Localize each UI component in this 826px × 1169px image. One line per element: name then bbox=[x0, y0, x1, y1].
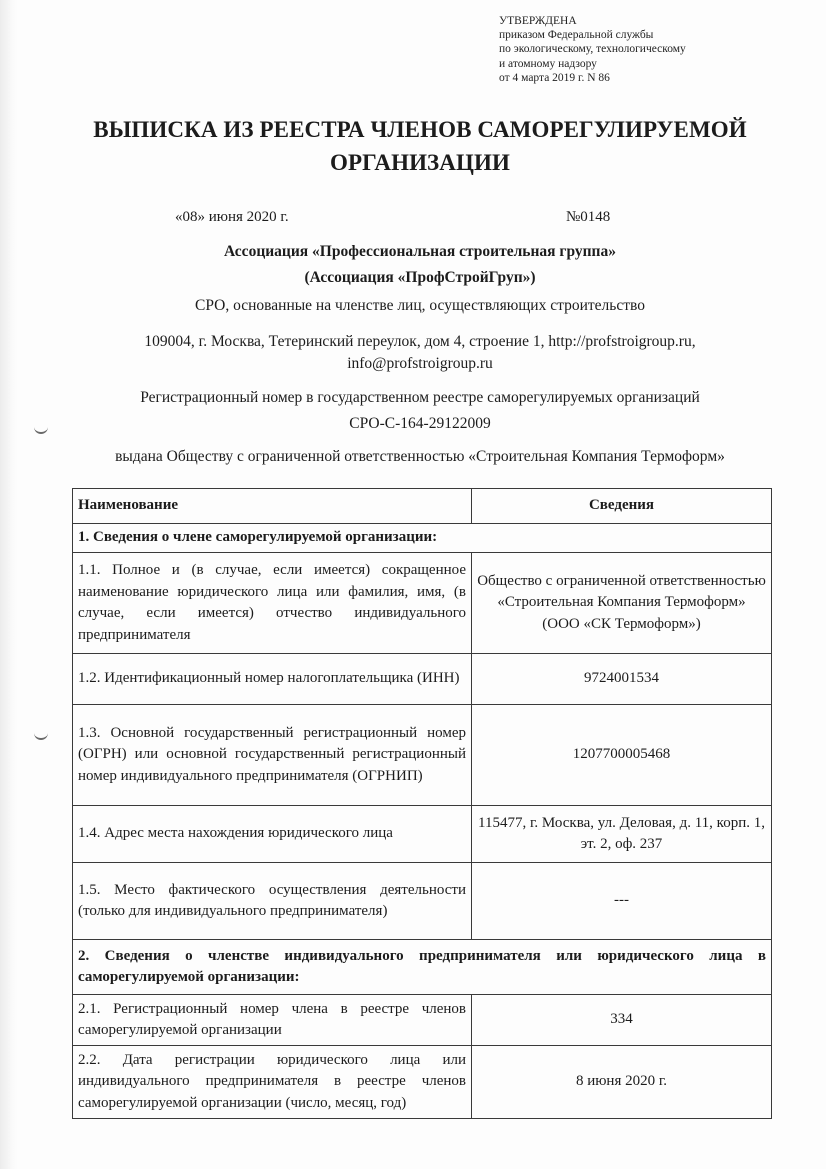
row-label: 1.5. Место фактического осуществления деятельности (только для индивидуального предпринимателя) bbox=[73, 863, 472, 940]
approval-stamp bbox=[499, 14, 686, 85]
registry-table bbox=[72, 488, 772, 1119]
table-row bbox=[73, 806, 772, 863]
row-label: 2.2. Дата регистрации юридического лица или индивидуального предпринимателя в реестре членов саморегулируемой организации (число, месяц, год) bbox=[73, 1046, 472, 1119]
title-line: ВЫПИСКА ИЗ РЕЕСТРА ЧЛЕНОВ САМОРЕГУЛИРУЕМОЙ bbox=[93, 117, 747, 142]
approval-line: приказом Федеральной службы bbox=[499, 29, 654, 42]
row-label: 1.4. Адрес места нахождения юридического лица bbox=[73, 806, 472, 863]
section-row bbox=[73, 524, 772, 553]
approval-line: по экологическому, технологическому bbox=[499, 43, 686, 56]
table-header-row bbox=[73, 489, 772, 524]
table-row bbox=[73, 995, 772, 1046]
section-row bbox=[73, 940, 772, 995]
registry-label: Регистрационный номер в государственном реестре саморегулируемых организаций bbox=[140, 389, 700, 406]
document-number: №0148 bbox=[566, 209, 611, 225]
organization-email: info@profstroigroup.ru bbox=[347, 355, 493, 372]
document-date: «08» июня 2020 г. bbox=[175, 209, 289, 225]
row-value: 9724001534 bbox=[472, 654, 772, 705]
row-label: 1.3. Основной государственный регистрационный номер (ОГРН) или основной государственный регистрационный номер индивидуального предпринимателя (ОГРНИП) bbox=[73, 705, 472, 806]
row-value: 115477, г. Москва, ул. Деловая, д. 11, корп. 1, эт. 2, оф. 237 bbox=[472, 806, 772, 863]
approval-line: от 4 марта 2019 г. N 86 bbox=[499, 71, 610, 84]
column-header-info: Сведения bbox=[472, 489, 772, 524]
table-row bbox=[73, 863, 772, 940]
registry-number: СРО-С-164-29122009 bbox=[349, 415, 491, 432]
scanned-page-edge bbox=[0, 0, 18, 1169]
table-row bbox=[73, 553, 772, 654]
issued-to: выдана Обществу с ограниченной ответственностью «Строительная Компания Термоформ» bbox=[115, 448, 725, 465]
row-label: 2.1. Регистрационный номер члена в реестре членов саморегулируемой организации bbox=[73, 995, 472, 1046]
row-value: 1207700005468 bbox=[472, 705, 772, 806]
section-title: 2. Сведения о членстве индивидуального предпринимателя или юридического лица в саморегулируемой организации: bbox=[73, 940, 772, 995]
table-row bbox=[73, 1046, 772, 1119]
row-value: 8 июня 2020 г. bbox=[472, 1046, 772, 1119]
organization-type: СРО, основанные на членстве лиц, осуществляющих строительство bbox=[195, 297, 645, 314]
organization-address: 109004, г. Москва, Тетеринский переулок, дом 4, строение 1, http://profstroigroup.ru, bbox=[144, 333, 696, 350]
row-label: 1.2. Идентификационный номер налогоплательщика (ИНН) bbox=[73, 654, 472, 705]
punch-hole-mark bbox=[34, 730, 48, 740]
organization-short-name: (Ассоциация «ПрофСтройГруп») bbox=[304, 269, 536, 286]
title-line: ОРГАНИЗАЦИИ bbox=[330, 150, 510, 175]
table-row bbox=[73, 654, 772, 705]
document-title bbox=[60, 113, 780, 179]
approval-line: и атомному надзору bbox=[499, 57, 597, 70]
organization-name: Ассоциация «Профессиональная строительная группа» bbox=[224, 243, 616, 260]
table-row bbox=[73, 705, 772, 806]
row-value: --- bbox=[472, 863, 772, 940]
row-value: 334 bbox=[472, 995, 772, 1046]
column-header-name: Наименование bbox=[73, 489, 472, 524]
punch-hole-mark bbox=[34, 424, 48, 434]
row-value: Общество с ограниченной ответственностью «Строительная Компания Термоформ» (ООО «СК Термоформ») bbox=[472, 553, 772, 654]
approval-line: УТВЕРЖДЕНА bbox=[499, 15, 577, 27]
row-label: 1.1. Полное и (в случае, если имеется) сокращенное наименование юридического лица или фамилия, имя, (в случае, если имеется) отчество индивидуального предпринимателя bbox=[73, 553, 472, 654]
section-title: 1. Сведения о члене саморегулируемой организации: bbox=[73, 524, 772, 553]
